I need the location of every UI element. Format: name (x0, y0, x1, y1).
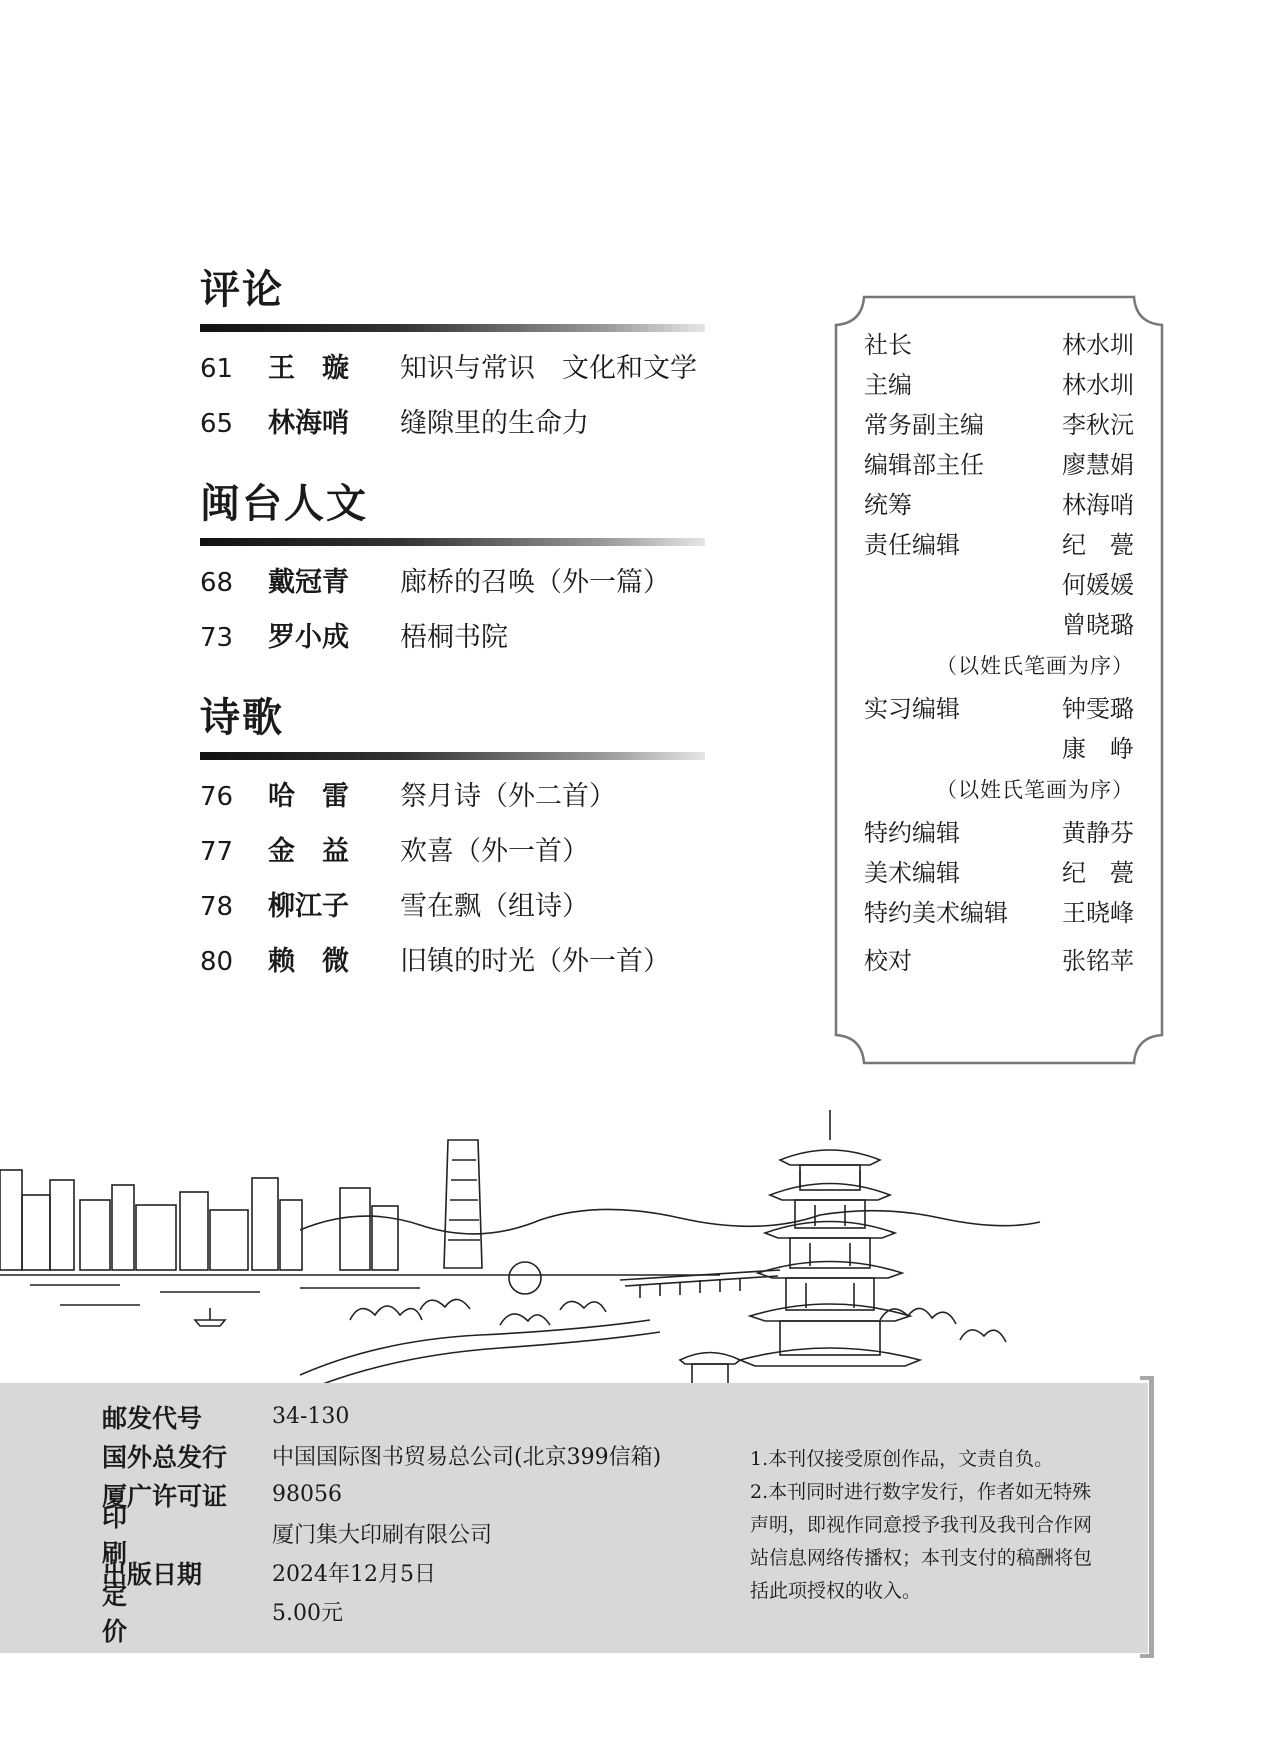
info-value: 2024年12月5日 (272, 1562, 436, 1587)
author: 林海哨 (268, 408, 349, 439)
staff-role: 主编 (864, 371, 912, 399)
staff-name: 林水圳 (1062, 331, 1134, 359)
info-label: 邮发代号 (102, 1403, 203, 1433)
section-divider (200, 324, 705, 332)
info-row (102, 1580, 661, 1646)
info-row (102, 1502, 661, 1568)
section-title: 评论 (200, 267, 284, 313)
staff-row (864, 333, 1134, 373)
author: 戴冠青 (268, 567, 349, 598)
toc-entry[interactable] (200, 774, 705, 829)
staff-role: 社长 (864, 331, 912, 359)
staff-name: 钟雯璐 (1062, 695, 1134, 723)
city-skyline-illustration (0, 1110, 1160, 1390)
page-number: 80 (200, 947, 234, 977)
info-value: 98056 (272, 1482, 342, 1507)
toc-entry[interactable] (200, 884, 705, 939)
staff-name: 康 峥 (1062, 735, 1134, 763)
staff-name: 林海哨 (1062, 491, 1134, 519)
article-title: 欢喜（外一首） (400, 836, 589, 867)
article-title: 缝隙里的生命力 (400, 408, 589, 439)
staff-row (864, 821, 1134, 861)
staff-role: 常务副主编 (864, 411, 984, 439)
section-commentary (200, 267, 705, 456)
page-number: 68 (200, 568, 234, 598)
author: 赖 微 (268, 946, 349, 977)
staff-row (864, 493, 1134, 533)
staff-name: 廖慧娟 (1062, 451, 1134, 479)
staff-role: 统筹 (864, 491, 912, 519)
section-title: 诗歌 (200, 695, 284, 741)
info-label: 出版日期 (102, 1559, 203, 1589)
order-note: （以姓氏笔画为序） (936, 654, 1134, 678)
info-row (102, 1397, 661, 1436)
page-number: 78 (200, 892, 234, 922)
page-number: 65 (200, 409, 234, 439)
staff-masthead (834, 295, 1164, 1065)
toc-entry[interactable] (200, 560, 705, 615)
author: 金 益 (268, 836, 349, 867)
publication-info-panel (0, 1383, 1148, 1653)
info-value: 中国国际图书贸易总公司(北京399信箱) (272, 1445, 662, 1470)
article-title: 梧桐书院 (400, 622, 508, 653)
info-row (102, 1436, 661, 1475)
article-title: 祭月诗（外二首） (400, 781, 616, 812)
info-label: 定价 (102, 1580, 184, 1646)
toc-entry[interactable] (200, 939, 705, 994)
note: 1.本刊仅接受原创作品，文责自负。 (750, 1448, 1054, 1470)
publication-details (102, 1397, 662, 1646)
staff-role: 美术编辑 (864, 859, 960, 887)
staff-name: 曾晓璐 (1062, 611, 1134, 639)
author: 罗小成 (268, 622, 349, 653)
staff-role: 特约美术编辑 (864, 899, 1008, 927)
staff-role: 实习编辑 (864, 695, 960, 723)
page-number: 73 (200, 623, 234, 653)
page-number: 77 (200, 837, 234, 867)
staff-row (864, 901, 1134, 941)
staff-row (864, 697, 1134, 777)
page-number: 61 (200, 354, 234, 384)
info-value: 34-130 (272, 1404, 350, 1429)
staff-name: 黄静芬 (1062, 819, 1134, 847)
author: 柳江子 (268, 891, 349, 922)
order-note: （以姓氏笔画为序） (936, 778, 1134, 802)
staff-row (864, 453, 1134, 493)
author: 王 璇 (268, 353, 349, 384)
page-number: 76 (200, 782, 234, 812)
staff-row (864, 413, 1134, 453)
toc-entry[interactable] (200, 829, 705, 884)
section-minnan-taiwan-culture (200, 481, 705, 670)
staff-name: 张铭苹 (1062, 947, 1134, 975)
panel-bracket (1140, 1376, 1154, 1658)
info-value: 5.00元 (272, 1601, 343, 1626)
staff-role: 特约编辑 (864, 819, 960, 847)
article-title: 廊桥的召唤（外一篇） (400, 567, 670, 598)
section-divider (200, 752, 705, 760)
toc-entry[interactable] (200, 346, 705, 401)
staff-name: 王晓峰 (1062, 899, 1134, 927)
publication-notes (750, 1443, 1095, 1608)
section-divider (200, 538, 705, 546)
staff-name: 何媛媛 (1062, 571, 1134, 599)
staff-name: 纪 甍 (1062, 859, 1134, 887)
staff-row (864, 533, 1134, 653)
staff-role: 责任编辑 (864, 531, 960, 559)
author: 哈 雷 (268, 781, 349, 812)
info-label: 国外总发行 (102, 1442, 228, 1472)
note: 2.本刊同时进行数字发行，作者如无特殊声明，即视作同意授予我刊及我刊合作网站信息网络传播权；本刊支付的稿酬将包括此项授权的收入。 (750, 1481, 1093, 1602)
section-title: 闽台人文 (200, 481, 368, 527)
toc-entry[interactable] (200, 615, 705, 670)
staff-role: 校对 (864, 947, 912, 975)
staff-role: 编辑部主任 (864, 451, 984, 479)
staff-row (864, 949, 1134, 989)
article-title: 雪在飘（组诗） (400, 891, 589, 922)
staff-name: 林水圳 (1062, 371, 1134, 399)
staff-row (864, 373, 1134, 413)
info-value: 厦门集大印刷有限公司 (272, 1523, 493, 1548)
staff-name: 纪 甍 (1062, 531, 1134, 559)
info-label: 厦广许可证 (102, 1481, 228, 1511)
staff-name: 李秋沅 (1062, 411, 1134, 439)
toc-entry[interactable] (200, 401, 705, 456)
staff-row (864, 861, 1134, 901)
article-title: 旧镇的时光（外一首） (400, 946, 670, 977)
article-title: 知识与常识 文化和文学 (400, 353, 697, 384)
section-poetry (200, 695, 705, 994)
info-label: 印刷 (102, 1502, 184, 1568)
